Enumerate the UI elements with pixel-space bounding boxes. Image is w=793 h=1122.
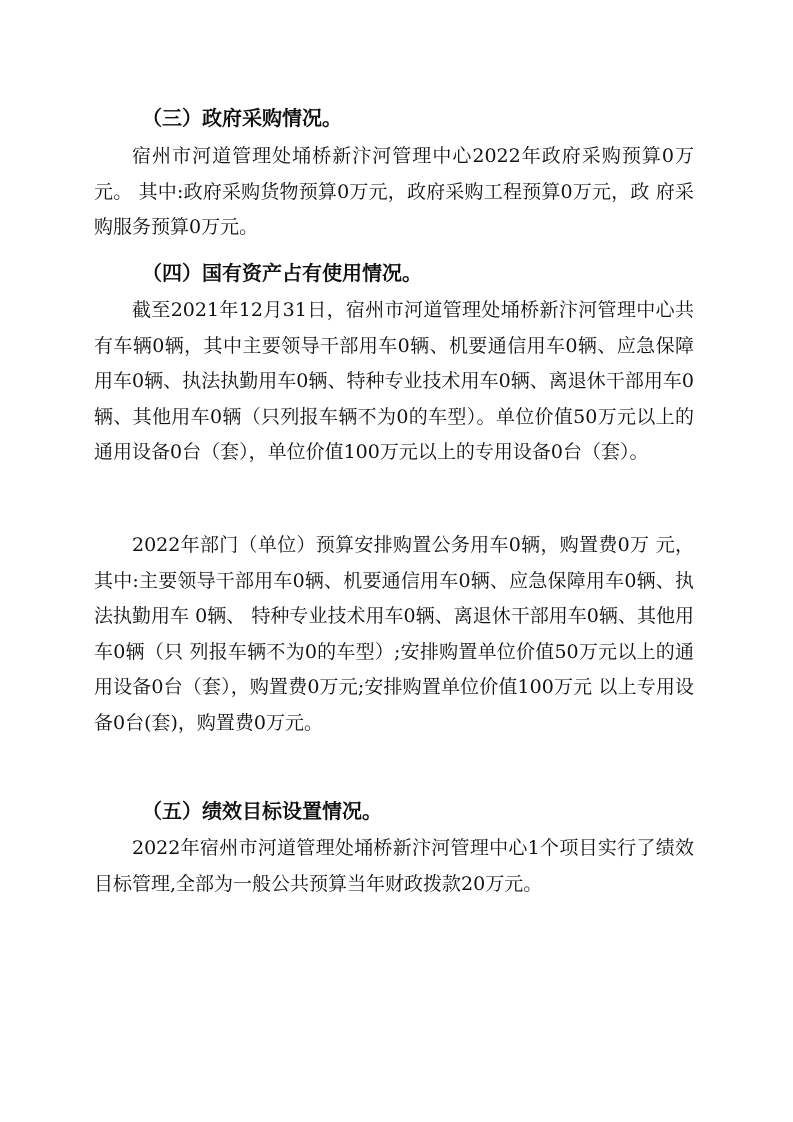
section-heading-assets: （四）国有资产占有使用情况。 <box>142 261 422 285</box>
section-heading-performance: （五）绩效目标设置情况。 <box>142 799 382 823</box>
assets-paragraph-purchase: 2022年部门（单位）预算安排购置公务用车0辆，购置费0万 元，其中:主要领导干部用车0辆、机要通信用车0辆、应急保障用车0辆、执法执勤用车 0辆、 特种专业技术用车0辆、离退休干部用车0辆、其他用车0辆（只 列报车辆不为0的车型）;安排购置单位价值50万元以上的通 用设备0台（套），购置费0万元;安排购置单位价值100万元 以上专用设备0台(套)，购置费0万元。 <box>94 534 694 734</box>
procurement-paragraph: 宿州市河道管理处埇桥新汴河管理中心2022年政府采购预算0万元。 其中:政府采购货物预算0万元，政府采购工程预算0万元，政 府采购服务预算0万元。 <box>94 145 694 239</box>
assets-paragraph-vehicles: 截至2021年12月31日，宿州市河道管理处埇桥新汴河管理中心共有车辆0辆，其中主要领导干部用车0辆、机要通信用车0辆、应急保障用车0辆、执法执勤用车0辆、特种专业技术用车0辆、离退休干部用车0辆、其他用车0辆（只列报车辆不为0的车型）。单位价值50万元以上的通用设备0台（套），单位价值100万元以上的专用设备0台（套）。 <box>94 299 694 464</box>
section-heading-procurement: （三）政府采购情况。 <box>142 106 342 130</box>
performance-paragraph: 2022年宿州市河道管理处埇桥新汴河管理中心1个项目实行了绩效目标管理,全部为一般公共预算当年财政拨款20万元。 <box>94 837 694 895</box>
